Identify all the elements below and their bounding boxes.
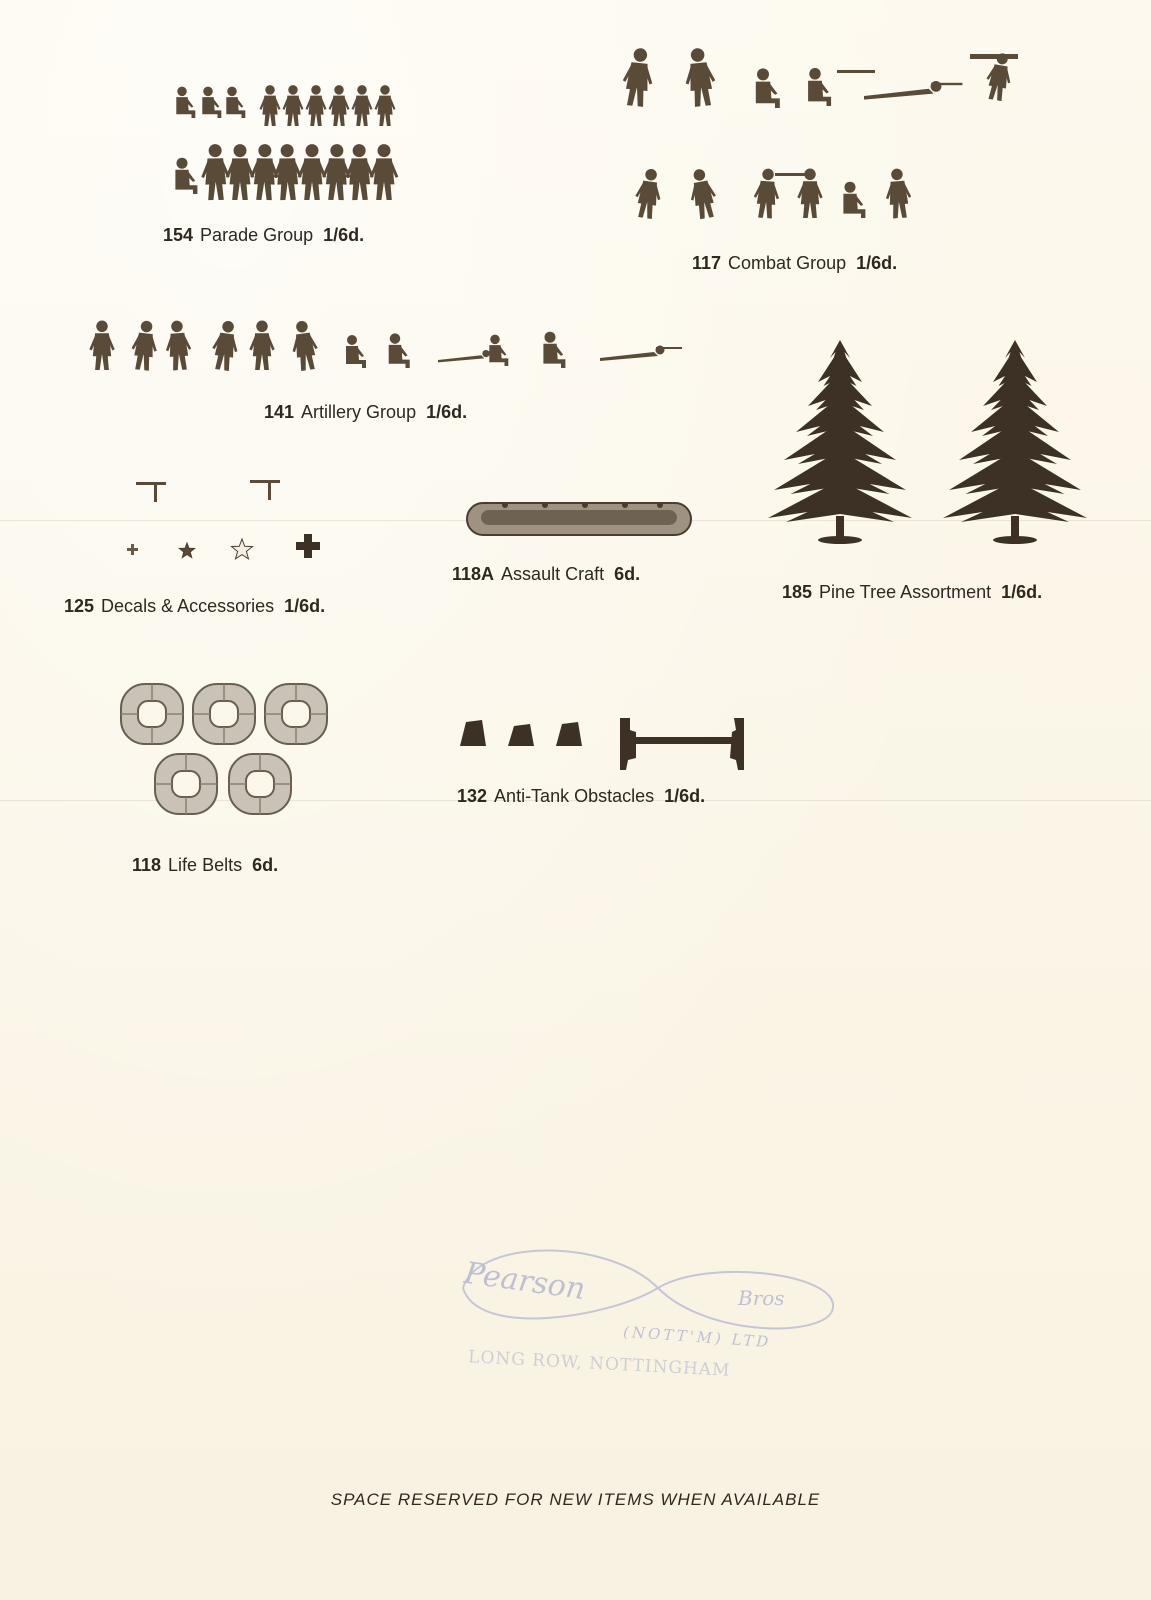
artillery-group-image [90, 318, 690, 383]
seated-figure [543, 332, 565, 368]
steel-barrier [620, 718, 744, 770]
seated-figure [226, 87, 245, 118]
item-price: 1/6d. [664, 786, 706, 806]
concrete-block [556, 722, 582, 746]
assault-craft-image [465, 495, 695, 545]
item-price: 1/6d. [323, 225, 365, 245]
item-number: 125 [64, 596, 95, 616]
item-number: 185 [782, 582, 813, 602]
machine-gun-mark [136, 482, 166, 502]
life-belt [265, 684, 327, 744]
item-number: 132 [457, 786, 488, 806]
parade-group-image [170, 72, 420, 212]
item-caption-decals-accessories [64, 596, 325, 617]
pine-tree-left [768, 340, 912, 544]
item-name: Pine Tree Assortment [819, 582, 992, 602]
combat-group-image [625, 48, 1045, 233]
pine-tree-image [775, 340, 1115, 555]
item-name: Assault Craft [501, 564, 605, 584]
soldier-figure [298, 144, 327, 200]
item-price: 6d. [252, 855, 279, 875]
life-belt [155, 754, 217, 814]
prone-figure [864, 81, 962, 100]
star-decal-outline [232, 539, 253, 559]
concrete-block [508, 724, 534, 746]
item-name: Parade Group [200, 225, 314, 245]
cross-decal-large [296, 534, 320, 558]
boat-rope-loop [622, 502, 628, 508]
dealer-stamp [458, 1228, 838, 1388]
soldier-figure [682, 47, 718, 108]
pine-tree-right [943, 340, 1087, 544]
item-price: 1/6d. [284, 596, 326, 616]
rifle-mark [775, 173, 805, 176]
stamp-company: (NOTT'M) LTD [622, 1322, 772, 1352]
item-name: Combat Group [728, 253, 847, 273]
soldier-figure [260, 85, 281, 126]
boat-inner [481, 510, 677, 525]
soldier-figure [306, 85, 327, 126]
life-belt [193, 684, 255, 744]
life-belt [229, 754, 291, 814]
soldier-figure [884, 168, 913, 219]
boat-rope-loop [657, 502, 663, 508]
seated-figure [175, 158, 197, 194]
soldier-figure [322, 144, 352, 200]
soldier-figure [289, 319, 321, 371]
item-name: Life Belts [168, 855, 243, 875]
cross-decal-small [127, 544, 138, 555]
soldier-figure [249, 321, 274, 370]
stamp-address: LONG ROW, NOTTINGHAM [467, 1347, 731, 1381]
soldier-figure [329, 85, 350, 126]
seated-figure [346, 335, 366, 368]
item-name: Artillery Group [301, 402, 417, 422]
item-caption-parade-group [163, 225, 364, 246]
item-caption-artillery-group [264, 402, 467, 423]
soldier-figure [352, 85, 373, 126]
soldier-figure [89, 321, 114, 370]
soldier-figure [209, 319, 241, 371]
soldier-figure [201, 144, 231, 200]
item-caption-combat-group [692, 253, 897, 274]
boat-rope-loop [542, 502, 548, 508]
item-number: 154 [163, 225, 194, 245]
soldier-figure [226, 144, 255, 200]
soldier-figure [129, 319, 159, 371]
seated-figure [808, 68, 831, 106]
footer-note: SPACE RESERVED FOR NEW ITEMS WHEN AVAILABLE [330, 1490, 821, 1509]
machine-gun-mark [250, 480, 280, 500]
item-price: 1/6d. [1001, 582, 1043, 602]
boat-rope-loop [502, 502, 508, 508]
stamp-name: Pearson [462, 1255, 588, 1308]
soldier-figure [686, 167, 720, 220]
item-caption-anti-tank-obstacles [457, 786, 705, 807]
seated-figure [176, 87, 195, 118]
item-number: 117 [692, 253, 722, 273]
anti-tank-obstacles-image [460, 718, 770, 778]
item-name: Anti-Tank Obstacles [494, 786, 655, 806]
item-caption-life-belts [132, 855, 278, 876]
soldier-figure [164, 320, 193, 371]
item-number: 118A [452, 564, 495, 584]
item-price: 1/6d. [426, 402, 468, 422]
item-name: Decals & Accessories [101, 596, 275, 616]
soldier-figure [620, 47, 656, 108]
item-number: 141 [264, 402, 295, 422]
life-belt [121, 684, 183, 744]
item-price: 6d. [614, 564, 641, 584]
soldier-figure [370, 144, 399, 200]
item-number: 118 [132, 855, 162, 875]
seated-figure [843, 182, 865, 218]
seated-figure [389, 333, 410, 368]
concrete-block [460, 720, 486, 746]
seated-figure [202, 87, 221, 118]
item-caption-assault-craft [452, 564, 640, 585]
bazooka-mark [970, 54, 1018, 59]
stamp-name-suffix: Bros [738, 1286, 785, 1310]
star-decal [179, 543, 194, 558]
decals-accessories-image [120, 480, 340, 580]
boat-rope-loop [582, 502, 588, 508]
seated-figure [756, 68, 780, 108]
soldier-figure [283, 85, 304, 126]
item-price: 1/6d. [856, 253, 898, 273]
soldier-figure [273, 144, 303, 200]
soldier-figure [375, 85, 396, 126]
soldier-figure [345, 144, 375, 200]
soldier-figure [632, 167, 664, 219]
item-caption-pine-tree-assortment [782, 582, 1042, 603]
soldier-figure [250, 144, 280, 200]
prone-figure [600, 346, 682, 362]
life-belts-image [118, 680, 333, 825]
seated-figure [489, 335, 508, 366]
rifle-mark [837, 70, 875, 73]
